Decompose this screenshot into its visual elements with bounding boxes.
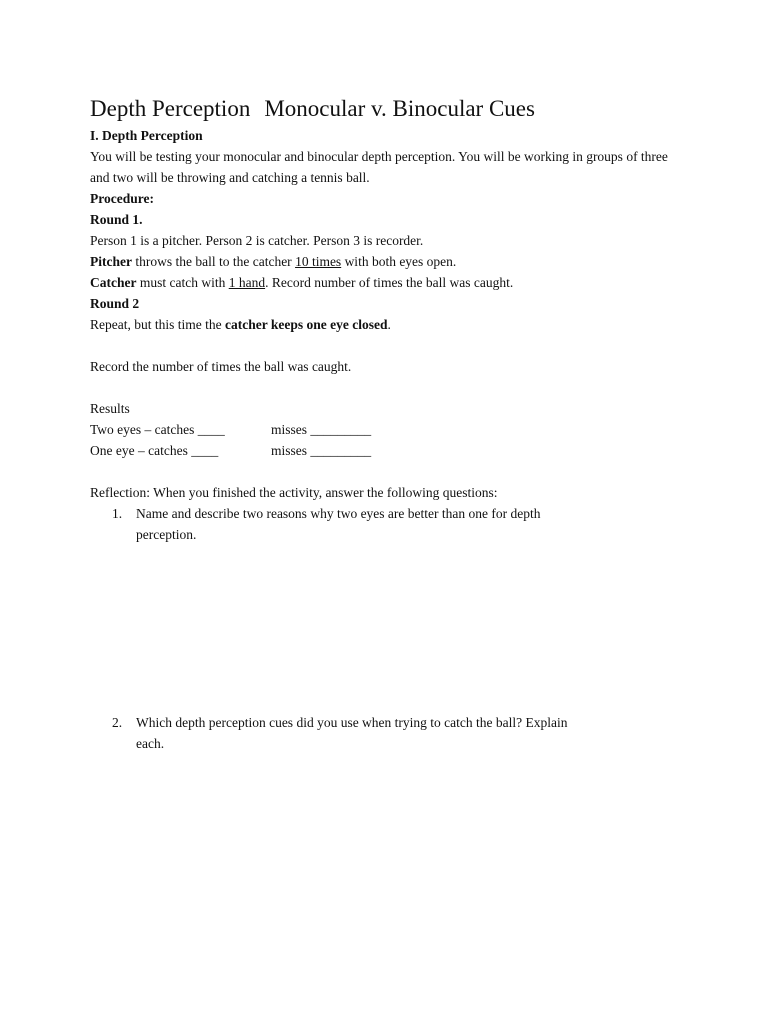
section-heading: I. Depth Perception xyxy=(90,128,203,143)
question-1-line2: perception. xyxy=(136,527,197,542)
pitcher-text-a: throws the ball to the catcher xyxy=(131,254,296,269)
reflection-questions xyxy=(90,503,690,754)
question-2-line1: Which depth perception cues did you use when trying to catch the ball? Explain xyxy=(136,715,568,730)
results-one-eye-catches: One eye – catches ____ xyxy=(90,443,219,458)
question-number: 1. xyxy=(112,506,123,521)
round1-label: Round 1. xyxy=(90,212,143,227)
page-title xyxy=(90,94,690,124)
question-2-line2: each. xyxy=(136,736,165,751)
results-one-eye-misses: misses _________ xyxy=(271,443,372,458)
worksheet-page xyxy=(90,94,690,754)
round2-text-b: . xyxy=(387,317,391,332)
intro-paragraph: You will be testing your monocular and binocular depth perception. You will be working in groups of three and two will be throwing and catching a tennis ball. xyxy=(90,149,668,185)
catcher-text-a: must catch with xyxy=(136,275,229,290)
spacer xyxy=(90,335,690,356)
question-1 xyxy=(90,503,690,545)
procedure-label: Procedure: xyxy=(90,191,154,206)
results-two-eyes-misses: misses _________ xyxy=(271,422,372,437)
question-1-line1: Name and describe two reasons why two eyes are better than one for depth xyxy=(136,506,541,521)
round2-label: Round 2 xyxy=(90,296,140,311)
pitcher-text-b: with both eyes open. xyxy=(341,254,457,269)
catcher-hand: 1 hand xyxy=(228,275,266,290)
title-sub: Monocular v. Binocular Cues xyxy=(264,96,535,121)
round2-text-a: Repeat, but this time the xyxy=(90,317,225,332)
results-row-two-eyes xyxy=(90,419,690,440)
round2-text-bold: catcher keeps one eye closed xyxy=(224,317,388,332)
reflection-intro: Reflection: When you finished the activity, answer the following questions: xyxy=(90,485,498,500)
catcher-text-b: . Record number of times the ball was caught. xyxy=(265,275,514,290)
round2-text xyxy=(90,314,690,335)
title-main: Depth Perception xyxy=(90,96,251,121)
results-label: Results xyxy=(90,401,130,416)
pitcher-word: Pitcher xyxy=(90,254,132,269)
question-2 xyxy=(90,712,690,754)
spacer xyxy=(90,461,690,482)
question-number: 2. xyxy=(112,715,123,730)
spacer xyxy=(90,377,690,398)
results-row-one-eye xyxy=(90,440,690,461)
round1-catcher-line xyxy=(90,272,690,293)
round1-pitcher-line xyxy=(90,251,690,272)
results-two-eyes-catches: Two eyes – catches ____ xyxy=(90,422,225,437)
round1-roles: Person 1 is a pitcher. Person 2 is catcher. Person 3 is recorder. xyxy=(90,233,424,248)
catcher-word: Catcher xyxy=(90,275,137,290)
record-line: Record the number of times the ball was caught. xyxy=(90,359,352,374)
pitcher-times: 10 times xyxy=(295,254,342,269)
